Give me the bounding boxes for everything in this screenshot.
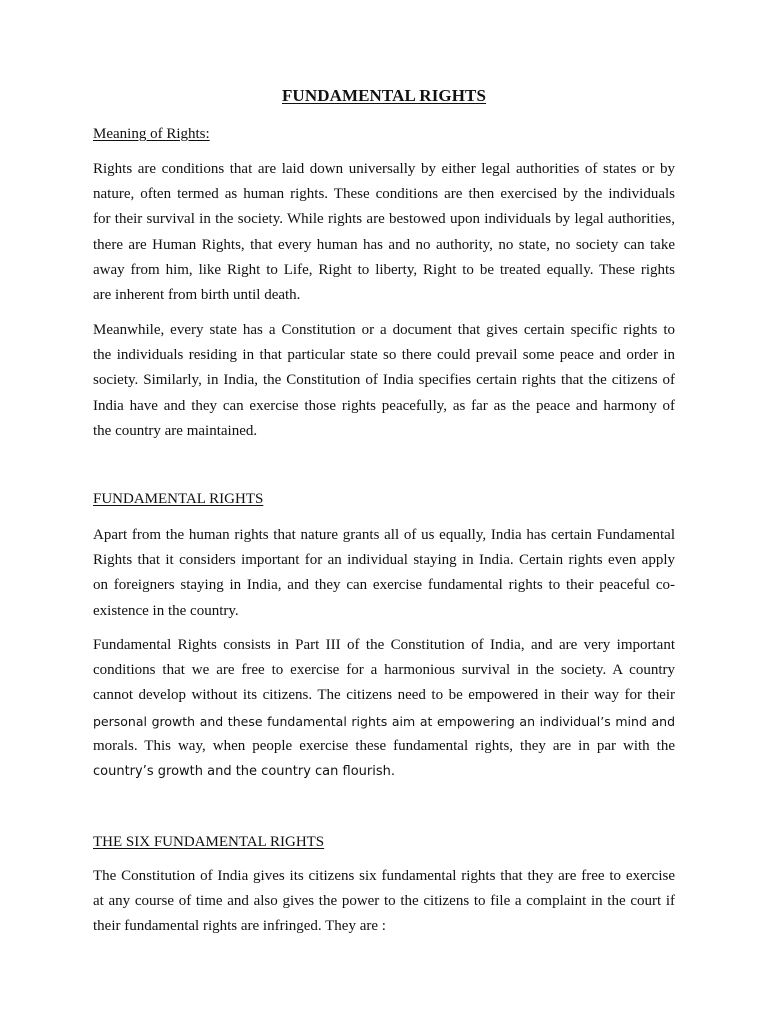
paragraph-human-rights-india — [93, 523, 675, 624]
paragraph-part-three — [93, 633, 675, 784]
text-line: nature, often termed as human rights. These conditions are then exercised by the individuals — [93, 186, 675, 203]
paragraph-rights-definition — [93, 157, 675, 308]
text-line: the country are maintained. — [93, 422, 258, 439]
text-line: Fundamental Rights consists in Part III of the Constitution of India, and are very important — [93, 637, 675, 653]
text-line: country’s growth and the country can flourish. — [93, 764, 395, 780]
text-line: Meanwhile, every state has a Constitution or a document that gives certain specific rights to — [93, 322, 675, 338]
text-line: for their survival in the society. While rights are bestowed upon individuals by legal authorities, — [93, 211, 675, 228]
text-line: The Constitution of India gives its citizens six fundamental rights that they are free to exercise — [93, 868, 675, 884]
text-line: conditions that we are free to exercise for a harmonious survival in the society. A country — [93, 662, 675, 679]
text-line: away from him, like Right to Life, Right to liberty, Right to be treated equally. These rights — [93, 261, 675, 278]
text-line: society. Similarly, in India, the Constitution of India specifies certain rights that the citizens of — [93, 372, 675, 389]
text-line: personal growth and these fundamental rights aim at empowering an individual’s mind and — [93, 713, 675, 729]
text-line: the individuals residing in that particular state so there could prevail some peace and order in — [93, 347, 675, 364]
text-line: are inherent from birth until death. — [93, 287, 301, 304]
text-line: India have and they can exercise those rights peacefully, as far as the peace and harmony of — [93, 397, 675, 414]
text-line: Rights are conditions that are laid down universally by either legal authorities of states or by — [93, 161, 675, 177]
section-heading-meaning-of-rights: Meaning of Rights: — [93, 126, 210, 142]
text-line: cannot develop without its citizens. The citizens need to be empowered in their way for their — [93, 687, 675, 704]
paragraph-six-rights-intro — [93, 864, 675, 940]
section-heading-fundamental-rights: FUNDAMENTAL RIGHTS — [93, 491, 264, 507]
text-line: their fundamental rights are infringed. They are : — [93, 918, 386, 935]
document-title: FUNDAMENTAL RIGHTS — [281, 86, 487, 105]
text-line: morals. This way, when people exercise these fundamental rights, they are in par with the — [93, 737, 675, 754]
text-line: on foreigners staying in India, and they can exercise fundamental rights to their peaceful co- — [93, 577, 675, 594]
text-line: there are Human Rights, that every human has and no authority, no state, no society can take — [93, 236, 675, 253]
paragraph-state-constitution — [93, 318, 675, 444]
text-line: at any course of time and also gives the power to the citizens to file a complaint in the court if — [93, 893, 675, 910]
section-heading-six-fundamental-rights: THE SIX FUNDAMENTAL RIGHTS — [93, 834, 325, 850]
text-line: Apart from the human rights that nature grants all of us equally, India has certain Fundamental — [93, 527, 675, 543]
text-line: Rights that it considers important for an individual staying in India. Certain rights even apply — [93, 552, 675, 569]
text-line: existence in the country. — [93, 602, 239, 619]
